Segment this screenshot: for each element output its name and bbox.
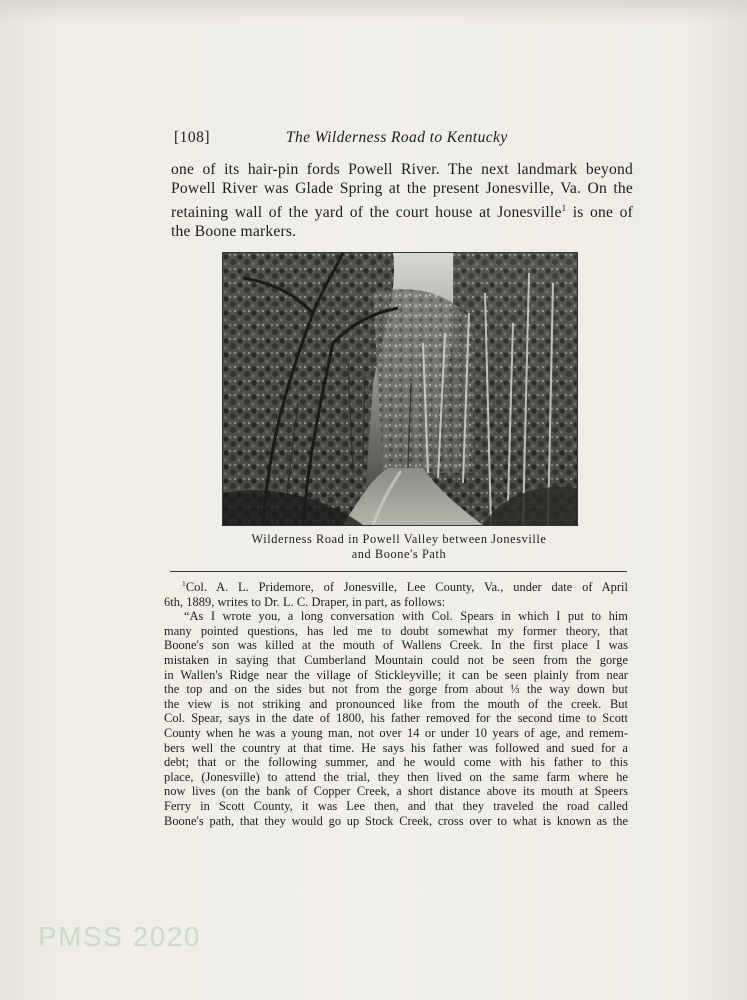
footnote-line: place, (Jonesville) to attend the trial, they then lived on the same farm where he (164, 769, 628, 784)
body-line: one of its hair-pin fords Powell River. The next landmark beyond (171, 161, 633, 178)
footnote-rule (170, 571, 627, 572)
footnote-line: debt; that or the following summer, and he would come with his father to this (164, 755, 628, 770)
body-line: Powell River was Glade Spring at the present Jonesville, Va. On the (171, 180, 633, 198)
body-line-text: is one of (566, 203, 633, 221)
footnote-block (164, 577, 628, 828)
body-paragraph (171, 160, 633, 242)
figure-caption (222, 532, 576, 562)
footnote-line: Boone's son was killed at the mouth of Wallens Creek. In the first place I was (164, 638, 628, 653)
watermark-text: PMSS 2020 (38, 921, 201, 952)
book-title: The Wilderness Road to Kentucky (286, 129, 508, 146)
body-line (171, 199, 633, 222)
footnote-line: bers well the country at that time. He says his father was followed and sued for a (164, 740, 628, 755)
footnote-line: “As I wrote you, a long conversation with Col. Spears in which I put to him (184, 609, 628, 624)
forest-road-photograph (222, 252, 578, 526)
body-line: the Boone markers. (171, 223, 297, 241)
caption-line: and Boone's Path (351, 547, 447, 561)
footnote-line: in Wallen's Ridge near the village of Stickleyville; it can be seen plainly from near (164, 667, 628, 682)
page-number: [108] (174, 129, 211, 146)
footnote-line-text: Col. A. L. Pridemore, of Jonesville, Lee County, Va., under date of April (185, 580, 628, 594)
footnote-line: mistaken in saying that Cumberland Mountain could not be seen from the gorge (164, 652, 628, 667)
footnote-line: Ferry in Scott County, it was Lee then, and that they traveled the road called (164, 798, 628, 813)
footnote-line: County when he was a young man, not over 14 or under 10 years of age, and remem- (164, 725, 628, 740)
footnote-line: the top and on the sides but not from the gorge from about ⅓ the way down but (164, 682, 628, 697)
footnote-line: many pointed questions, has led me to doubt somewhat my former theory, that (164, 623, 628, 638)
caption-line: Wilderness Road in Powell Valley between Jonesville (251, 532, 547, 546)
footnote-line: Boone's path, that they would go up Stock Creek, cross over to what is known as the (164, 813, 628, 828)
footnote-line (164, 577, 628, 595)
footnote-line: 6th, 1889, writes to Dr. L. C. Draper, in part, as follows: (164, 594, 446, 609)
page-edge-shadow (0, 0, 747, 22)
running-head (174, 129, 634, 151)
footnote-line: Col. Spear, says in the date of 1800, his father removed for the second time to Scott (164, 711, 628, 726)
body-line-text: retaining wall of the yard of the court house at Jonesville (171, 203, 562, 221)
footnote-line: the view is not striking and pronounced like from the mouth of the creek. But (164, 696, 628, 711)
footnote-reference: 1 (561, 202, 567, 213)
footnote-line: now lives (on the bank of Copper Creek, a short distance above its mouth at Speers (164, 784, 628, 799)
footnote-marker: 1 (182, 579, 186, 588)
